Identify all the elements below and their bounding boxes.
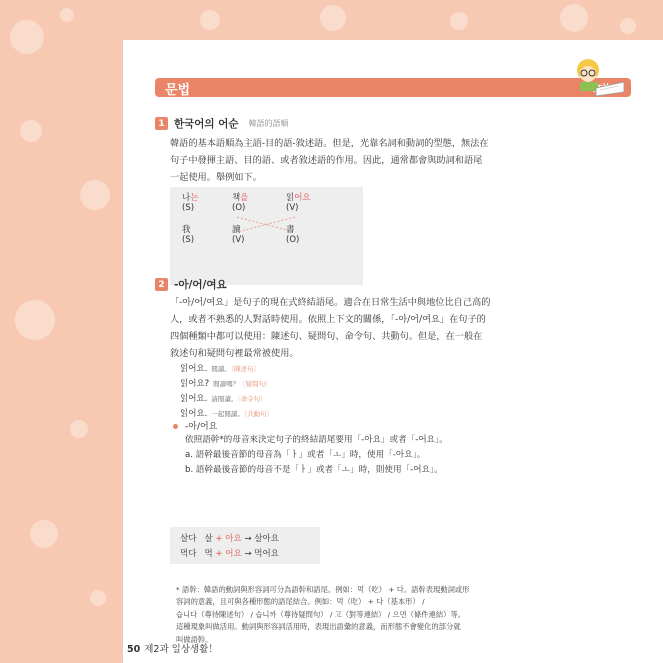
text-line: * 語幹：韓語的動詞與形容詞可分為語幹和語尾。例如：먹（吃） + 다。語幹表現動詞或形 bbox=[176, 585, 470, 594]
role-label: (O) bbox=[286, 235, 300, 245]
decor-bubble bbox=[80, 180, 110, 210]
decor-bubble bbox=[620, 18, 636, 34]
decor-bubble bbox=[320, 5, 346, 31]
chapter-title: 제2과 일상생활！ bbox=[144, 644, 218, 655]
text-line: 敘述句和疑問句裡最常被使用。 bbox=[170, 348, 299, 359]
example-propose: 읽어요. 一起閱讀。〔共動句〕 bbox=[180, 409, 274, 419]
section1-paragraph bbox=[170, 135, 620, 186]
section2-number: 2 bbox=[155, 278, 168, 291]
subsection-paragraph bbox=[185, 433, 615, 478]
section2-paragraph bbox=[170, 294, 620, 362]
decor-bubble bbox=[560, 4, 588, 32]
zh-object: 書 bbox=[286, 225, 295, 235]
text-line: 人，或者不熟悉的人對話時使用。依照上下文的關係，「-아/어/여요」在句子的 bbox=[170, 314, 486, 325]
section1-subtitle: 韓語的語順 bbox=[248, 119, 289, 128]
text-line: 韓語的基本語順為主語-目的語-敘述語。但是，光靠名詞和動詞的型態，無法在 bbox=[170, 138, 489, 149]
page-number: 50 bbox=[127, 644, 141, 655]
text-line: 습니다（尊待陳述句） / 습니까（尊待疑問句） / 고（對等連結） / 으면（條件連結）等。 bbox=[176, 609, 466, 619]
role-label: (S) bbox=[182, 235, 195, 245]
section2-title: -아/어/여요 bbox=[174, 279, 227, 291]
text-line: b. 語幹最後音節的母音不是「ㅏ」或者「ㅗ」時，則使用「-어요」。 bbox=[185, 465, 443, 475]
conjugation-box bbox=[170, 527, 320, 564]
section2-heading bbox=[155, 277, 227, 292]
text-line: 「-아/어/여요」是句子的現在式終結語尾。適合在日常生活中與地位比自己高的 bbox=[170, 297, 491, 308]
section1-number: 1 bbox=[155, 117, 168, 130]
footnote bbox=[176, 584, 619, 646]
decor-bubble bbox=[20, 120, 42, 142]
role-label: (V) bbox=[232, 235, 245, 245]
page-body bbox=[123, 40, 663, 663]
text-line: 一起使用。舉例如下。 bbox=[170, 172, 262, 183]
kr-verb: 읽어요 bbox=[286, 193, 311, 203]
role-label: (S) bbox=[182, 203, 195, 213]
example-question: 읽어요? 閱讀嗎？〔疑問句〕 bbox=[180, 379, 272, 389]
decor-bubble bbox=[10, 20, 44, 54]
decor-bubble bbox=[70, 420, 88, 438]
header-title: 문법 bbox=[165, 83, 191, 98]
reading-mascot-icon bbox=[566, 52, 628, 102]
zh-verb: 讀 bbox=[232, 225, 241, 235]
section1-title: 한국어의 어순 bbox=[174, 118, 239, 130]
conjugation-row: 살다 살 + 아요 → 살아요 bbox=[180, 534, 279, 544]
section1-heading bbox=[155, 116, 289, 131]
subsection-title: -아/어요 bbox=[185, 422, 218, 432]
decor-bubble bbox=[200, 10, 220, 30]
kr-subject: 나는 bbox=[182, 193, 199, 203]
page-footer bbox=[127, 641, 218, 655]
decor-bubble bbox=[30, 520, 58, 548]
decor-bubble bbox=[60, 8, 74, 22]
grammar-header bbox=[155, 78, 631, 97]
order-cross-lines bbox=[170, 187, 363, 285]
role-label: (O) bbox=[232, 203, 246, 213]
text-line: 四個種類中都可以使用：陳述句、疑問句、命令句、共動句。但是，在一般在 bbox=[170, 331, 483, 342]
text-line: 容詞的意義，且可與各種形態的語尾結合。例如：먹（吃） + 다（基本形） / bbox=[176, 597, 425, 607]
text-line: 這種現象叫做活用。動詞與形容詞活用時，表現出語彙的意義，而形態不會變化的部分就 bbox=[176, 622, 461, 632]
text-line: 依照語幹*的母音來決定句子的終結語尾要用「-아요」或者「-어요」。 bbox=[185, 435, 448, 445]
word-order-example-box bbox=[170, 187, 363, 285]
zh-subject: 我 bbox=[182, 225, 191, 235]
example-statement: 읽어요. 閱讀。〔陳述句〕 bbox=[180, 364, 261, 374]
text-line: a. 語幹最後音節的母音為「ㅏ」或者「ㅗ」時，使用「-아요」。 bbox=[185, 450, 426, 460]
decor-bubble bbox=[15, 300, 55, 340]
decor-bubble bbox=[450, 12, 468, 30]
kr-object: 책을 bbox=[232, 193, 249, 203]
example-command: 읽어요. 請閱讀。〔命令句〕 bbox=[180, 394, 267, 404]
role-label: (V) bbox=[286, 203, 299, 213]
text-line: 叫做語幹。 bbox=[176, 634, 213, 644]
decor-bubble bbox=[90, 590, 106, 606]
text-line: 句子中發揮主語、目的語、或者敘述語的作用。因此，通常都會與助詞和語尾 bbox=[170, 155, 483, 166]
conjugation-row: 먹다 먹 + 어요 → 먹어요 bbox=[180, 549, 279, 559]
bullet-icon bbox=[173, 424, 178, 429]
